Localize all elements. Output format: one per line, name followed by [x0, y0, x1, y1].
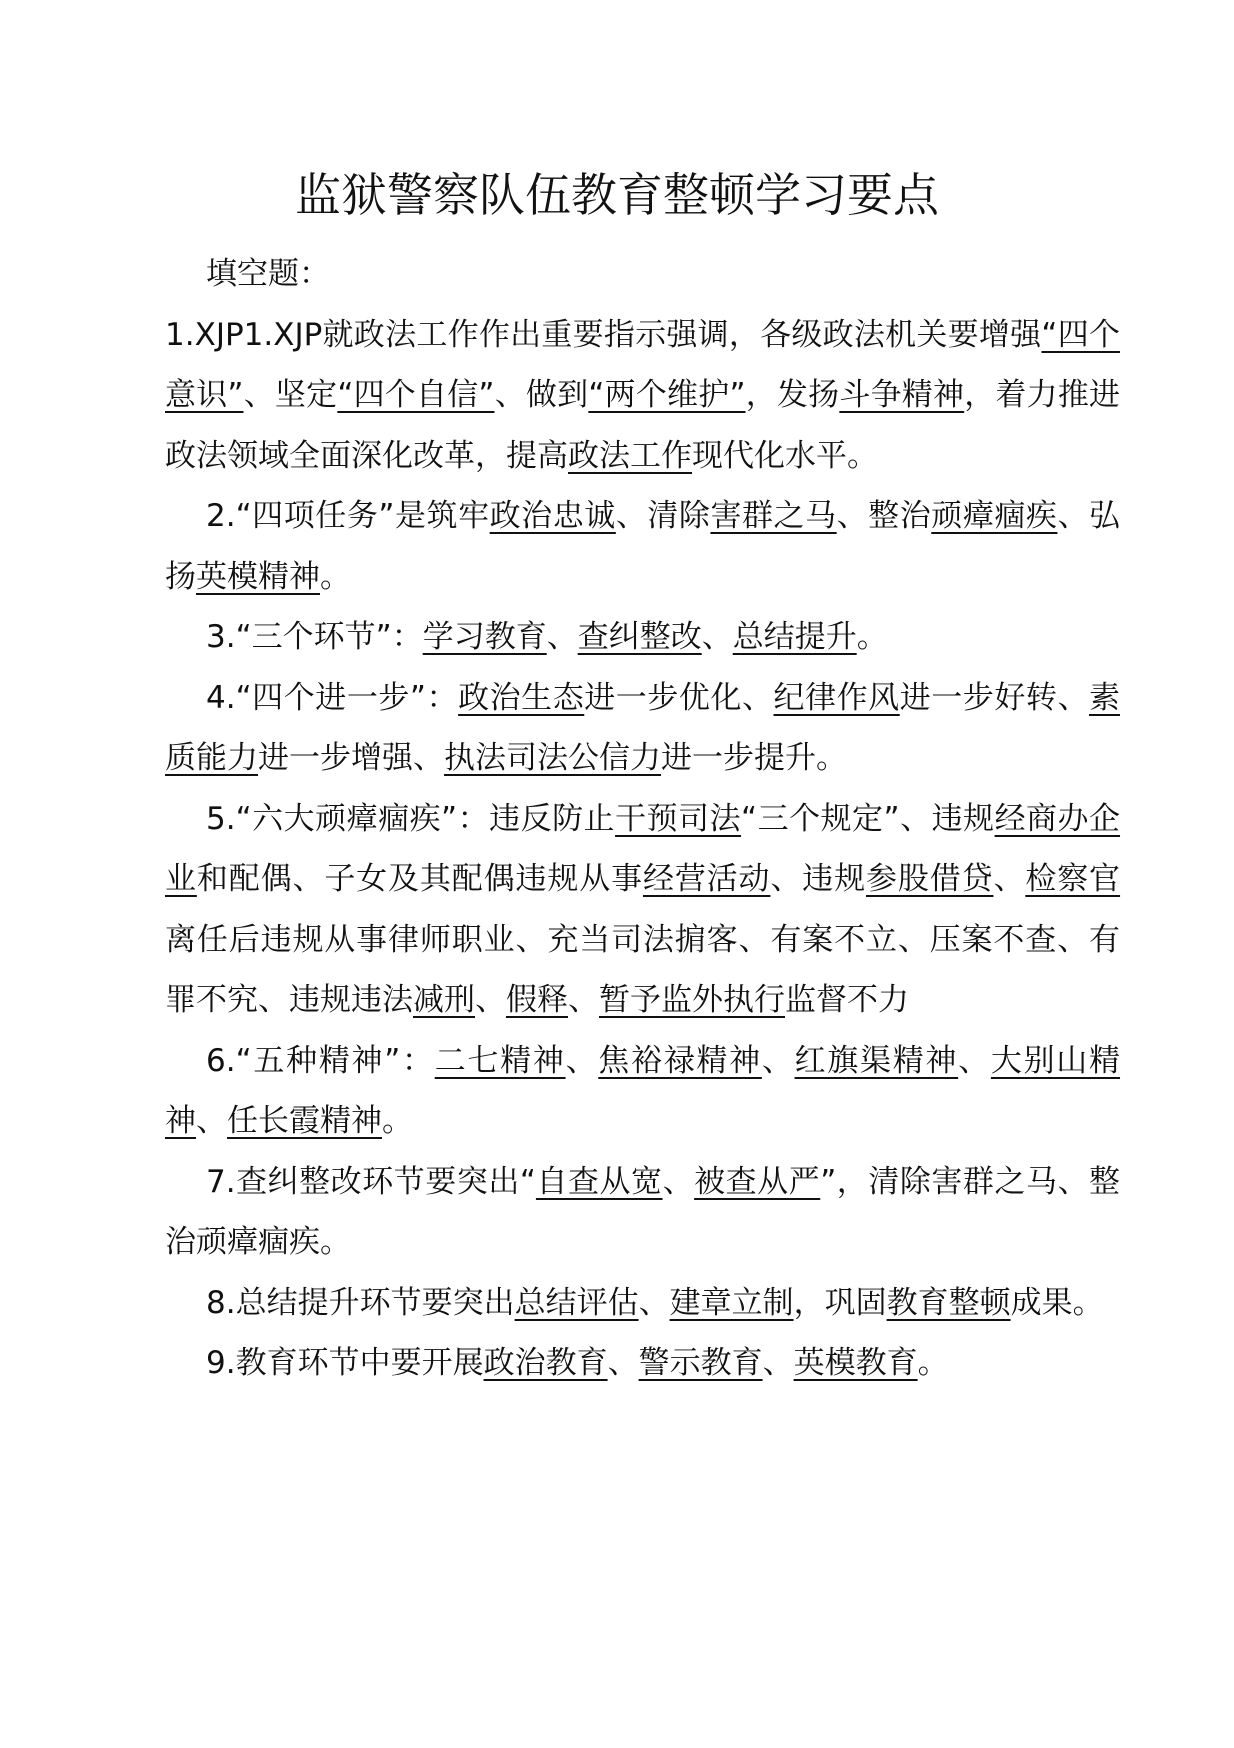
question-text: 进一步优化、 [584, 679, 774, 716]
answer-blank: 经商办企业 [165, 800, 1121, 897]
page-title: 监狱警察队伍教育整顿学习要点 [295, 168, 939, 222]
answer-blank: 暂予监外执行 [599, 982, 785, 1018]
question-text: 进一步增强、 [258, 740, 444, 776]
answer-blank: 建章立制 [669, 1284, 794, 1321]
question-text: 。 [320, 558, 351, 595]
question-text: 、 [662, 1163, 695, 1200]
question-text: 监督不力 [785, 982, 909, 1018]
item-8 [165, 1273, 1120, 1334]
item-2 [165, 486, 1120, 607]
item-1 [165, 305, 1120, 487]
answer-blank: 素质能力 [165, 679, 1121, 776]
question-text: 。 [856, 619, 888, 655]
question-text: ，发扬 [745, 377, 840, 413]
answer-blank: 政治忠诚 [489, 498, 616, 534]
item-9 [165, 1333, 1120, 1394]
item-5 [165, 789, 1120, 1031]
question-text: 9.教育环节中要开展 [206, 1345, 484, 1381]
answer-blank: 焦裕禄精神 [598, 1042, 762, 1079]
answer-blank: 假释 [506, 982, 568, 1018]
question-text: ，着力推进政法领域全面深化改革，提高 [165, 377, 1121, 474]
question-text: 、 [565, 1042, 599, 1079]
question-text: 。 [382, 1103, 413, 1139]
question-text: 2.“四项任务”是筑牢 [206, 498, 490, 534]
answer-blank: 减刑 [413, 982, 475, 1018]
answer-blank: 检察官 [1025, 861, 1121, 897]
answer-blank: 总结评估 [514, 1284, 639, 1321]
answer-blank: 政治教育 [483, 1345, 608, 1381]
question-text: 4.“四个进一步”： [206, 679, 459, 716]
question-text: 、 [196, 1103, 227, 1139]
answer-blank: 总结提升 [732, 619, 857, 655]
question-text: 、坚定 [243, 377, 338, 413]
section-label: 填空题： [206, 256, 330, 292]
question-text: 、 [958, 1042, 991, 1079]
question-text: 7.查纠整改环节要突出“ [206, 1163, 536, 1200]
item-3 [165, 607, 1120, 668]
answer-blank: 查纠整改 [577, 619, 702, 655]
answer-blank: 教育整顿 [886, 1284, 1011, 1321]
question-text: 离任后违规从事律师职业、充当司法掮客、有案不立、压案不查、有罪不究、违规违法 [165, 921, 1120, 1018]
answer-blank: 任长霞精神 [227, 1103, 382, 1139]
answer-blank: 干预司法 [615, 800, 742, 837]
answer-blank: 警示教育 [638, 1345, 763, 1381]
question-text: 8.总结提升环节要突出 [206, 1284, 515, 1321]
answer-blank: 自查从宽 [535, 1163, 663, 1200]
answer-blank: 顽瘴痼疾 [931, 498, 1058, 534]
item-4 [165, 668, 1120, 789]
answer-blank: 执法司法公信力 [444, 740, 661, 776]
answer-blank: 学习教育 [422, 619, 547, 655]
answer-blank: 英模精神 [196, 558, 320, 595]
item-7 [165, 1152, 1120, 1273]
question-text: 成果。 [1010, 1284, 1104, 1321]
answer-blank: 英模教育 [793, 1345, 918, 1381]
question-text: 、 [701, 619, 733, 655]
item-6 [165, 1031, 1120, 1152]
question-text: 、 [993, 861, 1026, 897]
question-text: 、 [568, 982, 599, 1018]
question-text: 、整治 [836, 498, 932, 534]
answer-blank: “四个自信” [337, 377, 495, 413]
question-text: 、 [475, 982, 506, 1018]
answer-blank: 政法工作 [568, 437, 692, 474]
question-text: 。 [917, 1345, 949, 1381]
question-text: 、 [607, 1345, 639, 1381]
question-text: 、弘扬 [165, 498, 1121, 595]
answer-blank: 害群之马 [710, 498, 837, 534]
document-body [165, 244, 1120, 1394]
question-text: 进一步好转、 [899, 679, 1090, 716]
question-text: 和配偶、子女及其配偶违规从事 [196, 861, 643, 897]
question-text: 、 [546, 619, 578, 655]
answer-blank: “四个意识” [165, 316, 1120, 413]
answer-blank: 二七精神 [434, 1042, 566, 1079]
answer-blank: 参股借贷 [866, 861, 994, 897]
question-text: ”，清除害群之马、整治顽瘴痼疾。 [165, 1163, 1121, 1260]
question-text: 现代化水平。 [692, 437, 878, 474]
answer-blank: 被查从严 [694, 1163, 821, 1200]
question-text: 、 [761, 1042, 795, 1079]
answer-blank: 纪律作风 [773, 679, 900, 716]
question-text: 、清除 [615, 498, 711, 534]
answer-blank: 经营活动 [642, 861, 771, 897]
question-text: 、 [638, 1284, 670, 1321]
question-text: 3.“三个环节”： [206, 619, 423, 655]
question-text: 、违规 [770, 861, 866, 897]
answer-blank: 斗争精神 [839, 377, 965, 413]
answer-blank: 政治生态 [458, 679, 585, 716]
question-text: 5.“六大顽瘴痼疾”：违反防止 [206, 800, 616, 837]
answer-blank: “两个维护” [588, 377, 746, 413]
question-text: ，巩固 [793, 1284, 887, 1321]
question-text: 、做到 [494, 377, 589, 413]
question-text: “三个规定”、违规 [741, 800, 995, 837]
question-text: 1.XJP1.XJP就政法工作作出重要指示强调，各级政法机关要增强 [165, 316, 1042, 353]
question-text: 进一步提升。 [661, 740, 847, 776]
answer-blank: 大别山精神 [165, 1042, 1121, 1139]
answer-blank: 红旗渠精神 [794, 1042, 959, 1079]
question-text: 、 [762, 1345, 794, 1381]
question-text: 6.“五种精神”： [206, 1042, 435, 1079]
